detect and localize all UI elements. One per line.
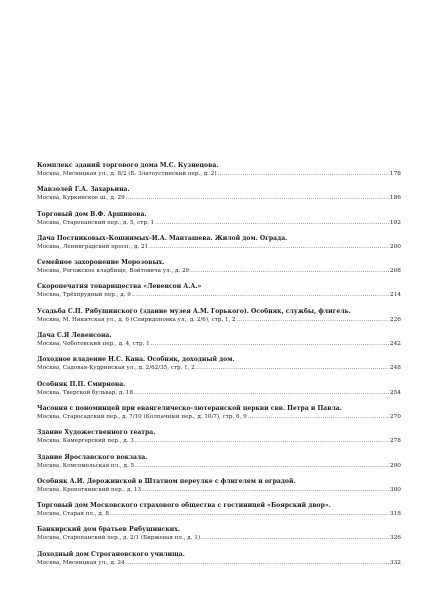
entry-address: Москва, Старопанский пер., д. 2/1 (Биржевая пл., д. 1) [37,535,201,542]
entry-title: Доходный дом Строгановского училища. [37,550,185,558]
entry-address-line [37,170,401,178]
dot-leader [196,364,389,372]
entry-address: Москва, Мясницкая ул., д. 24 [37,559,125,566]
dot-leader [135,437,389,445]
toc-entry [37,332,401,356]
entry-address-line [37,364,401,372]
table-of-contents [37,162,401,575]
entry-address-line [37,243,401,251]
entry-address-line [37,219,401,227]
entry-title: Усадьба С.П. Рябушинского (здание музея А.М. Горького). Особняк, службы, флигель. [37,307,351,315]
entry-address-line [37,534,401,542]
dot-leader [142,486,389,494]
entry-title: Дача С.Я Левенсона. [37,332,112,340]
entry-page-number: 318 [389,511,401,518]
entry-address: Москва, Кропоткинский пер., д. 13 [37,486,142,493]
toc-entry [37,551,401,575]
dot-leader [218,170,389,178]
entry-address: Москва, Старопанский пер., д. 5, стр. 1 [37,219,155,226]
entry-title: Комплекс зданий торгового дома М.С. Кузнецова. [37,162,219,169]
entry-title: Торговый дом В.Ф. Аршинова. [37,210,147,218]
toc-entry [37,283,401,307]
toc-entry [37,502,401,526]
entry-page-number: 226 [389,316,401,323]
dot-leader [190,267,389,275]
toc-entry [37,235,401,259]
entry-page-number: 248 [389,365,401,372]
dot-leader [149,243,389,251]
entry-address-line [37,462,401,470]
dot-leader [126,194,389,202]
entry-title: Особняк П.П. Смирнова. [37,380,126,388]
entry-title: Дача Постниковых–Кошинмых–И.А. Манташева. Жилой дом. Ограда. [37,234,288,242]
entry-address-line [37,510,401,518]
entry-title: Часовня с пономинцей при евангелическо-лютеранской церкви свв. Петра и Павла. [37,404,342,412]
entry-address-line [37,389,401,397]
entry-address: Москва, Камергерский пер., д. 3 [37,438,134,445]
entry-address-line [37,194,401,202]
toc-entry [37,381,401,405]
toc-entry [37,454,401,478]
dot-leader [155,219,389,227]
toc-entry [37,429,401,453]
toc-entry [37,186,401,210]
entry-title: Особняк А.И. Дерожинской в Штатном переулке с флигелем и оградой. [37,477,296,485]
entry-page-number: 242 [389,341,401,348]
entry-address: Москва, Ленинградский просп., д. 21 [37,243,149,250]
entry-address: Москва, Мясницкая ул., д. 8/2 (Б. Златоустинский пер., д. 2) [37,171,217,177]
dot-leader [134,389,389,397]
entry-title: Скоропечатня товарищества «Левенсон А.А.» [37,283,202,291]
entry-address: Москва, Чоботовский пер., д. 4, стр. 1 [37,341,150,348]
entry-address-line [37,559,401,567]
entry-title: Торговый дом Московского страхового общества с гостиницей «Боярский двор». [37,502,331,510]
entry-address: Москва, Комсомольская пл., д. 5 [37,462,135,469]
dot-leader [135,462,389,470]
entry-page-number: 178 [389,171,401,177]
toc-entry [37,356,401,380]
entry-page-number: 300 [389,486,401,493]
toc-entry [37,211,401,235]
entry-page-number: 290 [389,462,401,469]
toc-entry [37,162,401,186]
entry-page-number: 208 [389,268,401,275]
entry-page-number: 192 [389,219,401,226]
entry-page-number: 326 [389,535,401,542]
entry-address: Москва, Трёхпрудный пер., д. 9 [37,292,131,299]
entry-address: Москва, Садовая-Кудринская ул., д. 2/62/35, стр. 1, 2 [37,365,195,372]
toc-entry [37,526,401,550]
entry-address: Москва, Рогожское кладбище, Войтовича ул., д. 29 [37,268,190,275]
entry-page-number: 254 [389,389,401,396]
entry-address-line [37,291,401,299]
dot-leader [132,291,389,299]
entry-title: Мавзолей Г.А. Захарьина. [37,186,130,194]
entry-title: Банкирский дом братьев Рябушинских. [37,526,180,534]
toc-entry [37,405,401,429]
entry-address-line [37,340,401,348]
toc-entry [37,259,401,283]
entry-address-line [37,413,401,421]
dot-leader [201,534,389,542]
entry-address: Москва, Старосадский пер., д. 7/10 (Колпачный пер., д. 10/7), стр. 6, 9 [37,413,247,420]
entry-page-number: 332 [389,559,401,566]
entry-page-number: 186 [389,195,401,202]
dot-leader [151,340,389,348]
entry-address: Москва, Куркинское ш., д. 29 [37,195,125,202]
entry-address-line [37,437,401,445]
entry-title: Доходное владение Н.С. Кана. Особняк, доходный дом. [37,356,235,364]
entry-page-number: 278 [389,438,401,445]
dot-leader [110,510,389,518]
entry-page-number: 270 [389,413,401,420]
dot-leader [126,559,389,567]
toc-entry [37,308,401,332]
entry-page-number: 200 [389,243,401,250]
entry-address: Москва, Старая пл., д. 8 [37,511,109,518]
toc-entry [37,478,401,502]
entry-address-line [37,486,401,494]
entry-page-number: 214 [389,292,401,299]
entry-address-line [37,267,401,275]
entry-title: Здание Художественного театра. [37,429,156,437]
dot-leader [248,413,389,421]
entry-address-line [37,316,401,324]
entry-address: Москва, Тверской бульвар, д. 18 [37,389,134,396]
entry-address: Москва, М. Никитская ул., д. 6 (Спиридоновка ул., д. 2/6), стр. 1, 2 [37,316,236,323]
entry-title: Семейное захоронение Морозовых. [37,259,165,267]
dot-leader [237,316,389,324]
entry-title: Здание Ярославского вокзала. [37,453,148,461]
